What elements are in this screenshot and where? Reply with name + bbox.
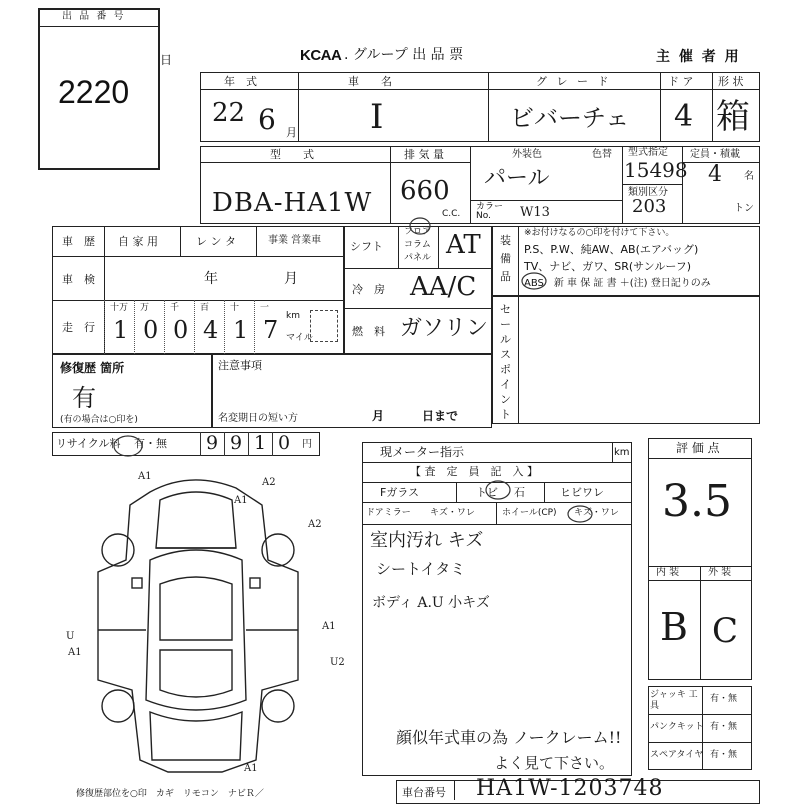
grade-label: グ レ ー ド xyxy=(536,75,612,88)
tool-puncture-value: 有・無 xyxy=(710,722,738,732)
equipment-note: ※お付けなるの○印を付けて下さい。 xyxy=(524,228,675,238)
year-label: 年 式 xyxy=(224,75,257,88)
color-value: パール xyxy=(484,166,550,191)
type-label: 型 式 xyxy=(270,148,314,161)
recycle-label: リサイクル料 xyxy=(56,437,121,450)
form-title: . グループ 出 品 票 xyxy=(344,47,464,63)
ton-label: トン xyxy=(734,203,754,214)
brand-logo: KCAA xyxy=(300,47,342,64)
tool-puncture-label: パンクキット xyxy=(650,722,704,732)
caution-label: 注意事項 xyxy=(218,359,262,372)
score-label: 評 価 点 xyxy=(676,441,720,455)
month-value: 6 xyxy=(258,103,276,136)
mileage-unit-label: 十万 xyxy=(110,303,129,313)
deadline-day: 日まで xyxy=(422,409,459,423)
tool-jack-value: 有・無 xyxy=(710,694,738,704)
note-line-1: 室内汚れ キズ xyxy=(370,530,484,551)
kizu2-label: キズ・ワレ xyxy=(574,508,619,518)
tobi-label: トビ xyxy=(476,486,498,499)
shift-floor: フロア xyxy=(404,227,432,237)
sales-point-label: セールスポイント xyxy=(500,303,511,421)
grade-value: ビバーチェ xyxy=(510,104,630,132)
damage-mark-4: A2 xyxy=(308,519,322,530)
damage-mark-5: U xyxy=(66,631,75,642)
damage-mark-6: A1 xyxy=(68,647,82,658)
equipment-label: 装 備 品 xyxy=(500,234,511,283)
shape-label: 形 状 xyxy=(718,75,744,88)
mileage-digit: 0 xyxy=(173,316,189,344)
year-value: 22 xyxy=(212,98,246,128)
damage-mark-9: A1 xyxy=(244,763,258,774)
fuel-value: ガソリン xyxy=(400,316,489,341)
deadline-label: 名変期日の短い方 xyxy=(218,413,298,424)
inspection-month: 月 xyxy=(284,271,298,287)
deadline-month: 月 xyxy=(372,409,385,423)
footer-line-2: よく見て下さい。 xyxy=(494,754,615,772)
equipment-line1: P.S、P.W、純AW、AB(エアバッグ) xyxy=(524,243,699,256)
shift-label: シフト xyxy=(350,240,383,253)
shift-panel: パネル xyxy=(404,253,432,263)
doors-label: ド ア xyxy=(668,75,694,88)
type-value: DBA-HA1W xyxy=(212,188,373,218)
damage-mark-2: A2 xyxy=(262,477,276,488)
inspector-header: 【 査 定 員 記 入 】 xyxy=(410,465,538,478)
tool-spare-label: スペアタイヤ xyxy=(650,750,704,760)
recycle-digit: 9 xyxy=(230,432,243,454)
repair-label: 修復歴 箇所 xyxy=(60,361,125,375)
history-label: 車 歴 xyxy=(62,235,95,248)
mileage-digit: 7 xyxy=(263,316,279,344)
door-mirror-label: ドアミラー xyxy=(366,508,411,518)
organizer-label: 主 催 者 用 xyxy=(656,49,741,65)
hibi-label: ヒビワレ xyxy=(560,486,604,499)
equipment-line2: TV、ナビ、ガワ、SR(サンルーフ) xyxy=(524,260,692,273)
recycle-options: 有・無 xyxy=(134,437,167,450)
mileage-unit-label: 千 xyxy=(170,303,180,313)
class-label: 類別区分 xyxy=(628,187,668,198)
recycle-digit: 0 xyxy=(278,432,291,454)
mileage-unit-label: 一 xyxy=(260,303,270,313)
mileage-unit-label: 万 xyxy=(140,303,150,313)
note-line-3: ボディ A.U 小キズ xyxy=(372,595,490,611)
wheel-label: ホイール(CP) xyxy=(502,508,557,518)
type-designation-value: 15498 xyxy=(624,158,688,182)
shift-column: コラム xyxy=(404,240,431,250)
cc-label: C.C. xyxy=(442,209,461,219)
mileage-unit-label: 十 xyxy=(230,303,240,313)
damage-mark-7: A1 xyxy=(322,621,336,632)
model-name-value: I xyxy=(370,97,384,137)
yen-label: 円 xyxy=(302,439,312,450)
capacity-label: 定員・積載 xyxy=(690,149,740,160)
aircon-value: AA/C xyxy=(410,272,477,302)
model-name-label: 車 名 xyxy=(348,75,392,88)
exterior-score: C xyxy=(712,611,739,651)
repair-value: 有 xyxy=(72,384,96,412)
color-label: 外装色 xyxy=(512,149,542,160)
damage-mark-3: A1 xyxy=(234,495,248,506)
private-use: 自 家 用 xyxy=(118,235,158,248)
shift-value: AT xyxy=(446,230,481,260)
type-designation-label: 型式指定 xyxy=(628,147,668,158)
mileage-label: 走 行 xyxy=(62,321,95,334)
bottom-note: 修復歴部位を○印 カギ リモコン ナビＲ／ xyxy=(76,789,264,799)
rental-use: レ ン タ xyxy=(196,235,236,248)
meter-unit: km xyxy=(614,447,630,458)
color-swap-label: 色替 xyxy=(592,149,612,160)
class-value: 203 xyxy=(632,196,667,217)
aircon-label: 冷 房 xyxy=(352,283,385,296)
hi-mark: 日 xyxy=(160,53,173,67)
mileage-digit: 1 xyxy=(113,316,129,344)
lot-number: 2220 xyxy=(58,74,130,110)
interior-score: B xyxy=(660,605,688,649)
km-label: km xyxy=(286,311,300,321)
mileage-unit-label: 百 xyxy=(200,303,210,313)
month-suffix: 月 xyxy=(286,126,297,139)
chassis-value: HA1W-1203748 xyxy=(476,776,664,801)
ishi-label: 石 xyxy=(514,486,525,499)
mile-label: マイル xyxy=(286,333,313,343)
tool-jack-label: ジャッキ 工具 xyxy=(650,690,698,711)
displacement-value: 660 xyxy=(400,176,450,206)
shape-value: 箱 xyxy=(716,97,750,137)
doors-value: 4 xyxy=(674,99,694,134)
business-use: 事業 営業車 xyxy=(268,235,322,246)
overall-score: 3.5 xyxy=(662,476,732,527)
equipment-line3: ABS 新 車 保 証 書 ＋(注) 登日記りのみ xyxy=(524,278,711,289)
repair-note: (有の場合は○印を) xyxy=(60,415,138,425)
mileage-digit: 4 xyxy=(203,316,219,344)
recycle-digit: 1 xyxy=(254,432,267,454)
damage-mark-1: A1 xyxy=(138,471,152,482)
capacity-unit: 名 xyxy=(744,171,754,182)
lot-label: 出 品 番 号 xyxy=(62,11,126,22)
tool-spare-value: 有・無 xyxy=(710,750,738,760)
mileage-digit: 0 xyxy=(143,316,159,344)
displacement-label: 排 気 量 xyxy=(404,148,444,161)
inspection-label: 車 検 xyxy=(62,273,95,286)
footer-line-1: 顔似年式車の為 ノークレーム!! xyxy=(396,728,622,747)
inspection-year: 年 xyxy=(204,271,218,287)
chassis-label: 車台番号 xyxy=(402,786,446,799)
damage-mark-8: U2 xyxy=(330,657,345,668)
capacity-value: 4 xyxy=(708,162,722,187)
meter-label: 現メーター指示 xyxy=(380,445,465,459)
recycle-digit: 9 xyxy=(206,432,219,454)
color-no-label: カラー No. xyxy=(476,202,504,221)
exterior-label: 外 装 xyxy=(708,567,732,578)
note-line-2: シートイタミ xyxy=(376,560,466,578)
color-no-value: W13 xyxy=(520,205,550,220)
fuel-label: 燃 料 xyxy=(352,325,385,338)
f-glass-label: Fガラス xyxy=(380,486,419,499)
kizu-label: キズ・ワレ xyxy=(430,508,475,518)
mileage-digit: 1 xyxy=(233,316,249,344)
interior-label: 内 装 xyxy=(656,567,680,578)
